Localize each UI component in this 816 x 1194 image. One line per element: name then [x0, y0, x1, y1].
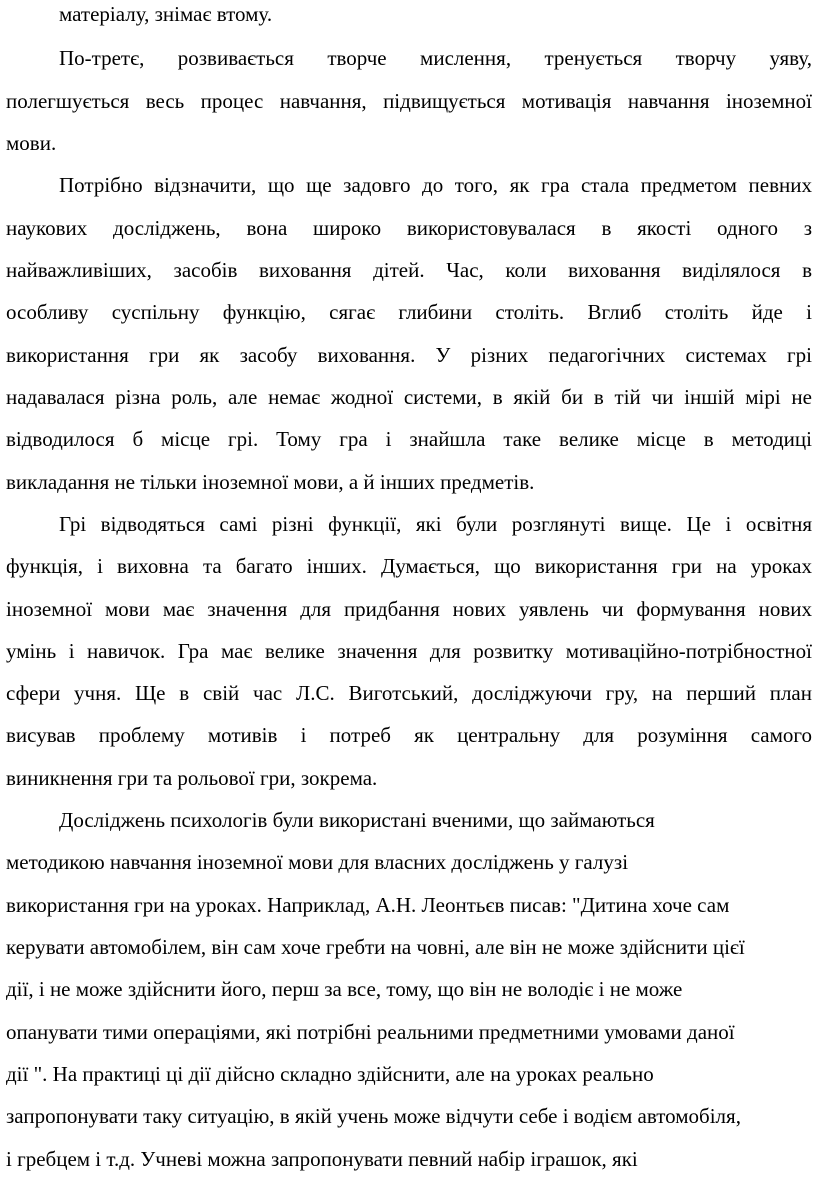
text-line: полегшується весь процес навчання, підвищується мотивація навчання іноземної: [6, 89, 812, 113]
text-line: наукових досліджень, вона широко використовувалася в якості одного з: [6, 216, 812, 240]
paragraph-first-line: Потрібно відзначити, що ще задовго до того, як гра стала предметом певних: [59, 173, 812, 197]
paragraph-first-line: По-третє, розвивається творче мислення, тренується творчу уяву,: [59, 46, 812, 70]
text-line: мови.: [6, 131, 57, 155]
text-line: функція, і виховна та багато інших. Думається, що використання гри на уроках: [6, 554, 812, 578]
text-line: запропонувати таку ситуацію, в якій учень може відчути себе і водієм автомобіля,: [6, 1104, 741, 1128]
text-line: дії ". На практиці ці дії дійсно складно здійснити, але на уроках реально: [6, 1062, 654, 1086]
text-line: методикою навчання іноземної мови для власних досліджень у галузі: [6, 850, 629, 874]
text-line: висував проблему мотивів і потреб як центральну для розуміння самого: [6, 723, 812, 747]
text-line: найважливіших, засобів виховання дітей. Час, коли виховання виділялося в: [6, 258, 812, 282]
text-line: надавалася різна роль, але немає жодної системи, в якій би в тій чи іншій мірі не: [6, 385, 812, 409]
text-line: умінь і навичок. Гра має велике значення для розвитку мотиваційно-потрібностної: [6, 639, 812, 663]
paragraph-first-line: Досліджень психологів були використані вченими, що займаються: [59, 808, 655, 832]
text-line: відводилося б місце грі. Тому гра і знайшла таке велике місце в методиці: [6, 427, 812, 451]
text-line: виникнення гри та рольової гри, зокрема.: [6, 766, 378, 790]
text-line: керувати автомобілем, він сам хоче гребти на човні, але він не може здійснити цієї: [6, 935, 745, 959]
text-line: використання гри як засобу виховання. У різних педагогічних системах грі: [6, 343, 812, 367]
text-line: дії, і не може здійснити його, перш за все, тому, що він не володіє і не може: [6, 977, 683, 1001]
text-line: і гребцем і т.д. Учневі можна запропонувати певний набір іграшок, які: [6, 1147, 638, 1171]
text-line: іноземної мови має значення для придбання нових уявлень чи формування нових: [6, 597, 812, 621]
text-line: особливу суспільну функцію, сягає глибини століть. Вглиб століть йде і: [6, 300, 812, 324]
text-line: сфери учня. Ще в свій час Л.С. Виготський, досліджуючи гру, на перший план: [6, 681, 812, 705]
paragraph-first-line: Грі відводяться самі різні функції, які були розглянуті вище. Це і освітня: [59, 512, 812, 536]
text-line: викладання не тільки іноземної мови, а й інших предметів.: [6, 470, 535, 494]
text-line: використання гри на уроках. Наприклад, А.Н. Леонтьєв писав: "Дитина хоче сам: [6, 893, 730, 917]
text-line: матеріалу, знімає втому.: [59, 2, 273, 26]
text-line: опанувати тими операціями, які потрібні реальними предметними умовами даної: [6, 1020, 735, 1044]
